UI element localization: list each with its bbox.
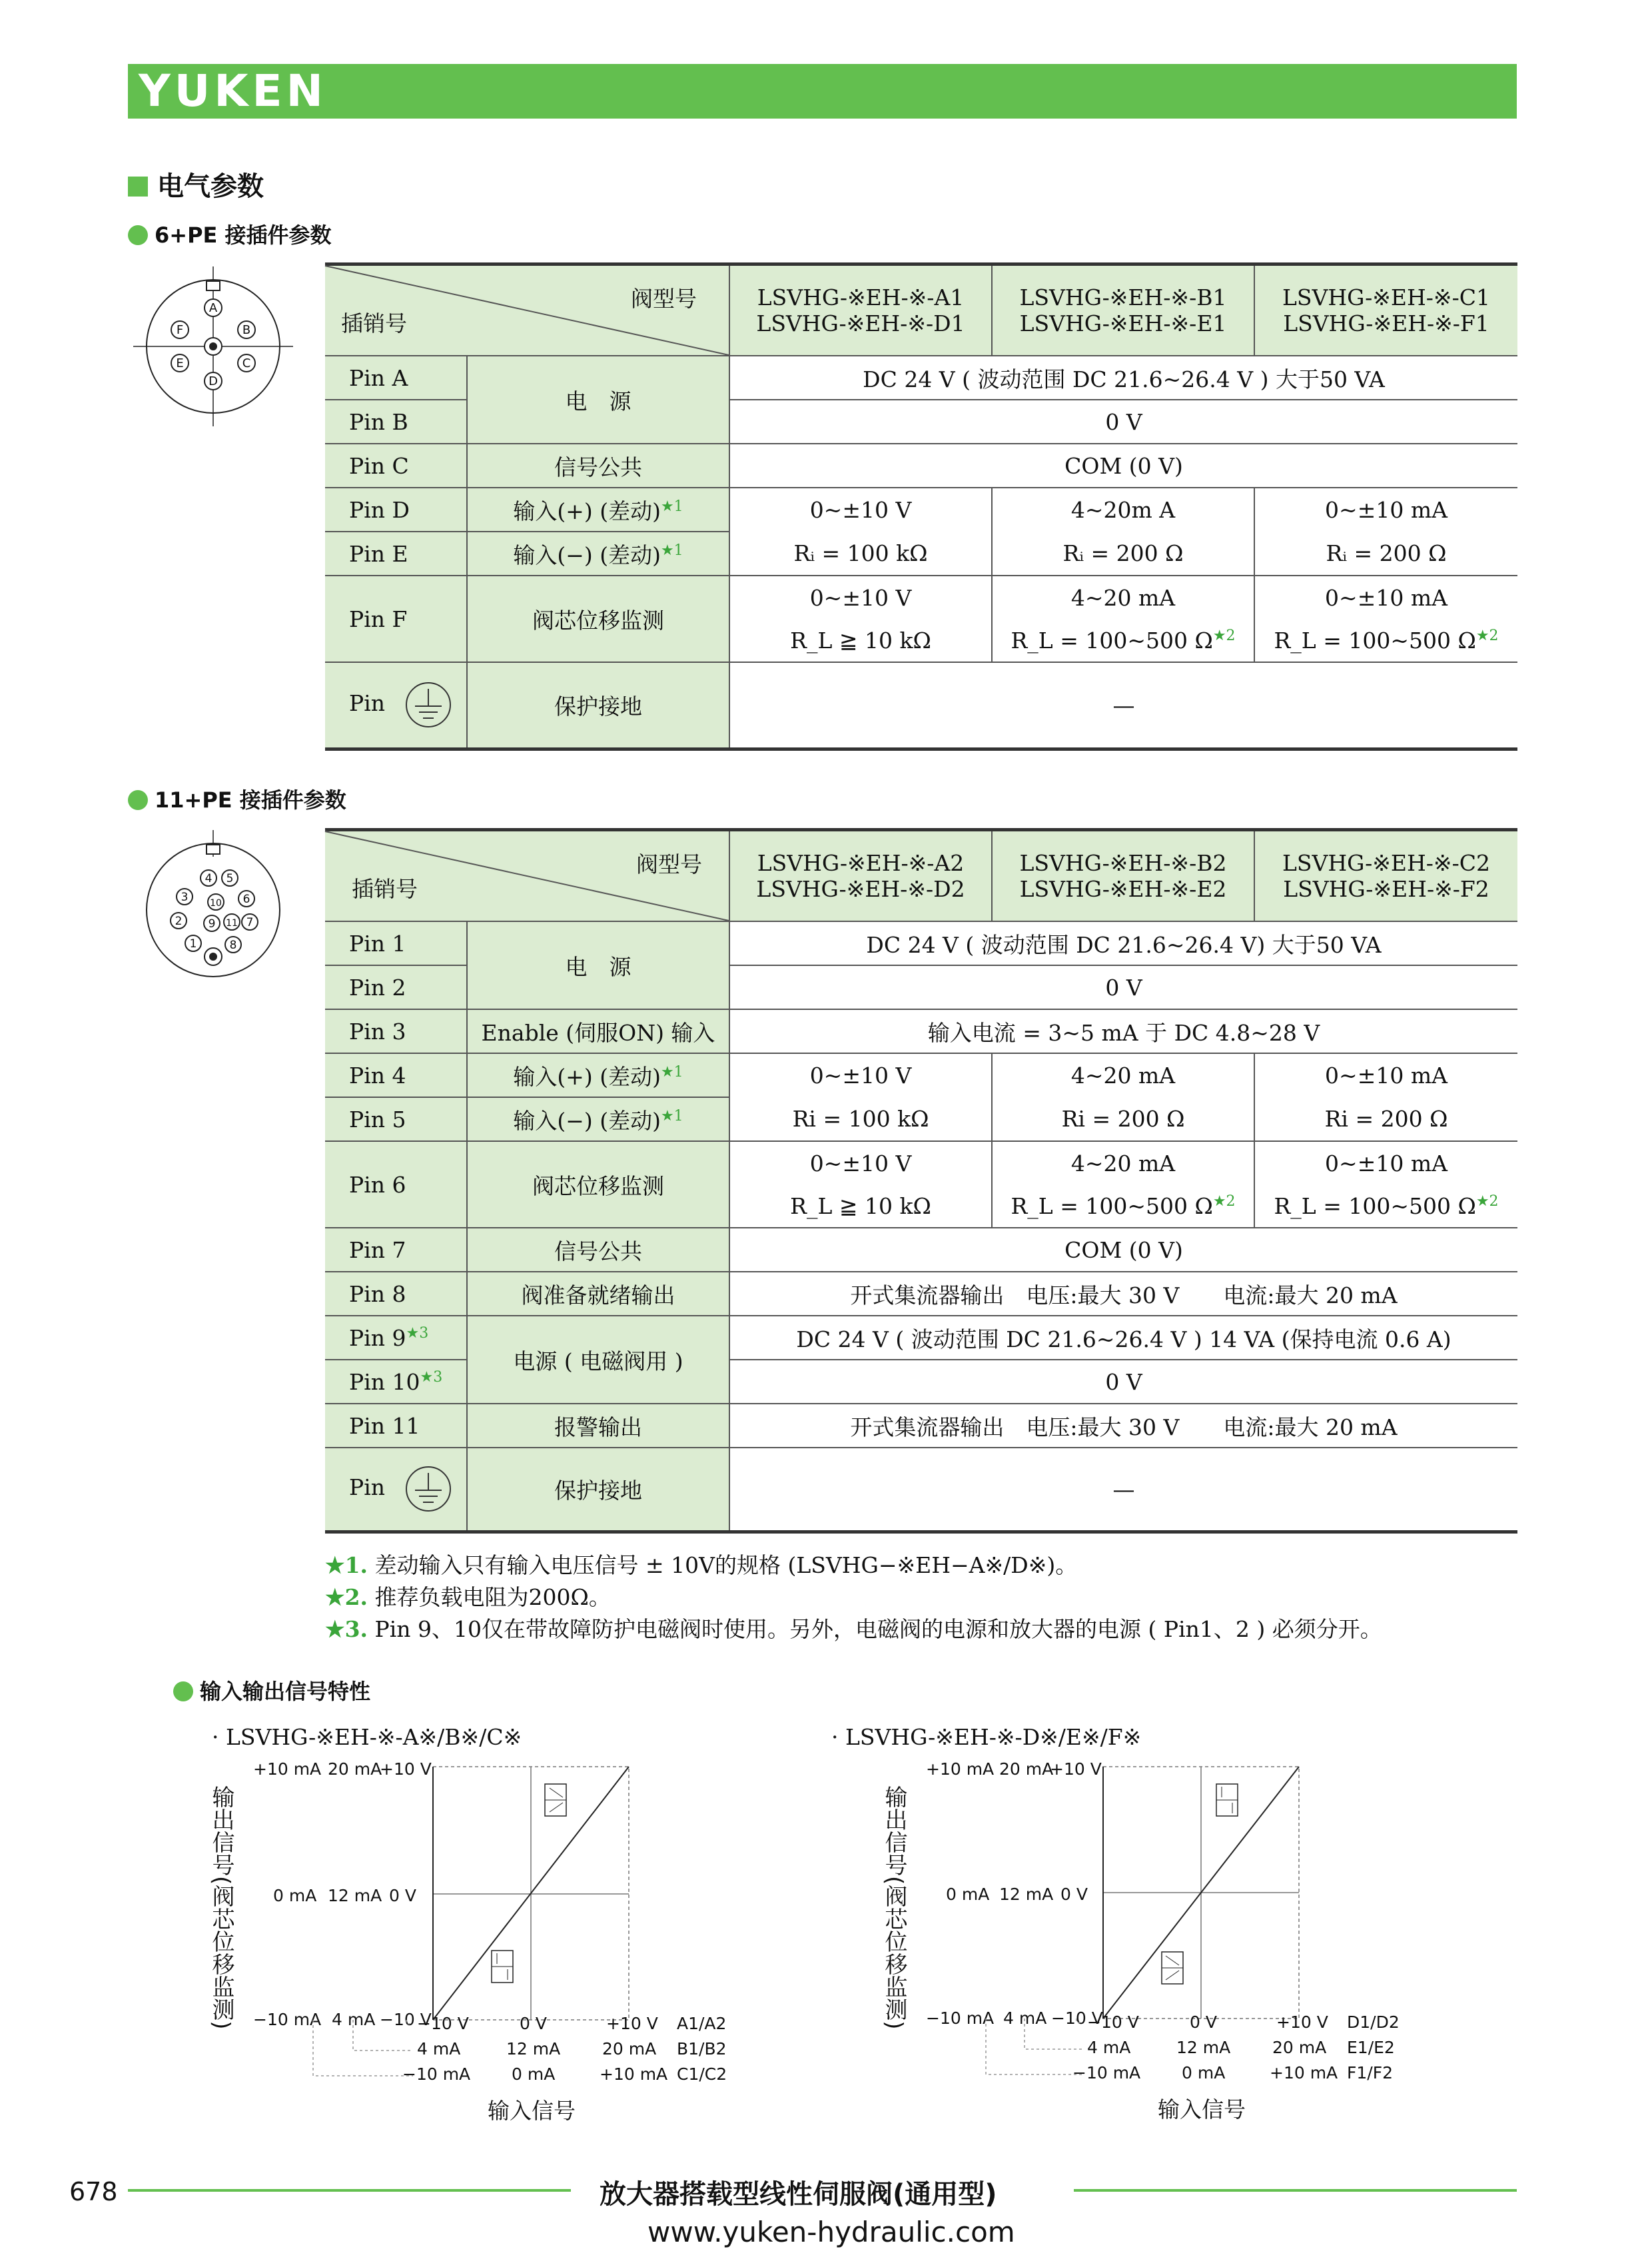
t2-mon-range: 0~±10 mA [1325,1150,1447,1176]
ground-icon [404,681,452,729]
t1-pin: Pin A [325,356,467,400]
y-mid-label: 0 mA [946,1885,990,1904]
model-label: C1/C2 [677,2064,727,2084]
t2-com: COM (0 V) [729,1228,1517,1272]
conn2-pin-3: 3 [181,891,189,904]
t2-ready-value: 开式集流器输出 电压:最大 30 V 电流:最大 20 mA [729,1272,1517,1316]
t1-header-pin: 插销号 [341,310,407,336]
conn1-pin-E: E [176,356,184,370]
note-3: ★3. Pin 9、10仅在带故障防护电磁阀时使用。另外，电磁阀的电源和放大器的电源 ( Pin1、2 ) 必须分开。 [325,1616,1382,1642]
x-row3-label: +10 mA [600,2064,668,2084]
model-label: F1/F2 [1347,2063,1393,2082]
x-row2-label: 20 mA [1272,2038,1327,2057]
y-top-label: 20 mA [999,1759,1054,1779]
conn2-pin-2: 2 [175,915,183,928]
x-row3-label: 0 mA [1182,2063,1226,2082]
note-2: ★2. 推荐负载电阻为200Ω。 [325,1584,611,1610]
y-top-label: 20 mA [328,1759,382,1779]
t2-pin: Pin 6 [325,1141,467,1228]
t2-pin: Pin 2 [325,965,467,1009]
t1-mon-range: 0~±10 V [729,576,992,619]
y-mid-label: 0 V [1060,1885,1088,1904]
t2-model-col1: LSVHG-※EH-※-A2 LSVHG-※EH-※-D2 [729,830,992,922]
t1-mon-r: R_L ≧ 10 kΩ [729,619,992,662]
t2-func-sol-power: 电源 ( 电磁阀用 ) [467,1316,729,1404]
table1-title: 6+PE 接插件参数 [128,219,332,249]
y-bot-label: 4 mA [1003,2009,1047,2028]
t2-mon-r: R_L = 100~500 $\Omega^{★2}$ [1254,1184,1517,1228]
y-bot-label: 4 mA [332,2010,376,2029]
chart-left [208,1759,759,2132]
y-top-label: +10 mA [253,1759,322,1779]
t2-enable-value: 输入电流 = 3~5 mA 于 DC 4.8~28 V [729,1009,1517,1053]
t2-func-ground: 保护接地 [467,1448,729,1532]
t2-alarm-value: 开式集流器输出 电压:最大 30 V 电流:最大 20 mA [729,1404,1517,1448]
t1-func-ground: 保护接地 [467,662,729,749]
chart-right-title: · LSVHG-※EH-※-D※/E※/F※ [831,1724,1142,1750]
t1-zero-v: 0 V [729,400,1517,444]
t2-pin: Pin 4 [325,1053,467,1097]
t2-pin: Pin 3 [325,1009,467,1053]
t2-power-value: DC 24 V ( 波动范围 DC 21.6~26.4 V) 大于50 VA [729,921,1517,965]
y-mid-label: 0 mA [273,1886,317,1905]
model-label: A1/A2 [677,2014,727,2033]
footer-url[interactable]: www.yuken-hydraulic.com [647,2216,1015,2248]
t2-func-in-plus: 输入(+) (差动)$^{★1}$ [467,1053,729,1097]
t1-func-monitor: 阀芯位移监测 [467,576,729,662]
t1-in-range: 0~±10 V [729,488,992,532]
conn2-pin-5: 5 [226,872,234,885]
y-bot-label: −10 V [380,2010,432,2029]
t2-zero-v: 0 V [729,965,1517,1009]
t2-pin: Pin 8 [325,1272,467,1316]
t1-model-col3: LSVHG-※EH-※-C1 LSVHG-※EH-※-F1 [1254,264,1517,356]
t1-pin: Pin C [325,444,467,488]
y-bot-label: −10 V [1051,2009,1103,2028]
t1-pin: Pin D [325,488,467,532]
x-row3-label: 0 mA [512,2064,556,2084]
t1-pin: Pin E [325,532,467,576]
y-mid-label: 0 V [389,1886,416,1905]
t1-model-col1: LSVHG-※EH-※-A1 LSVHG-※EH-※-D1 [729,264,992,356]
connector-11pe-diagram [133,830,293,990]
conn2-pin-9: 9 [208,917,216,931]
y-axis-label-vert: 输出信号(阀芯位移监测) [881,1785,907,2030]
y-axis-label-vert: 输出信号(阀芯位移监测) [208,1785,234,2030]
t2-dash: — [729,1448,1517,1532]
table2-title: 11+PE 接插件参数 [128,783,346,814]
conn1-pin-B: B [242,323,251,337]
t1-model-col2: LSVHG-※EH-※-B1 LSVHG-※EH-※-E1 [992,264,1254,356]
conn2-pin-4: 4 [205,872,212,885]
page-number: 678 [69,2177,118,2206]
y-top-label: +10 V [1050,1759,1102,1779]
model-label: B1/B2 [677,2039,727,2058]
table-6pe [325,262,1517,751]
t2-func-enable: Enable (伺服ON) 输入 [467,1009,729,1053]
y-bot-label: −10 mA [253,2010,322,2029]
t2-header-corner [325,830,729,922]
t2-pin-ground: Pin [325,1448,467,1532]
t2-pin: Pin 5 [325,1097,467,1141]
y-mid-label: 12 mA [999,1885,1054,1904]
circle-bullet-icon [128,790,148,810]
t1-func-in-plus: 输入(+) (差动)$^{★1}$ [467,488,729,532]
conn2-pin-11: 11 [226,918,238,929]
t2-in-r: Ri = 200 Ω [992,1097,1254,1141]
chart-right [881,1759,1432,2132]
conn2-pin-10: 10 [210,898,222,909]
t1-pin-ground: Pin [325,662,467,749]
t2-pin: Pin 7 [325,1228,467,1272]
conn2-pin-7: 7 [246,916,254,929]
y-mid-label: 12 mA [328,1886,382,1905]
t1-mon-range: 0~±10 mA [1325,584,1447,611]
t1-header-corner [325,264,729,356]
io-title: 输入输出信号特性 [173,1675,370,1705]
t1-com: COM (0 V) [729,444,1517,488]
chart-left-title: · LSVHG-※EH-※-A※/B※/C※ [212,1724,522,1750]
t2-model-col3: LSVHG-※EH-※-C2 LSVHG-※EH-※-F2 [1254,830,1517,922]
circle-bullet-icon [128,225,148,245]
conn1-pin-D: D [208,374,218,388]
t1-pin: Pin B [325,400,467,444]
x-row1-label: 0 V [520,2014,547,2033]
conn2-pin-6: 6 [242,893,250,906]
x-row1-label: +10 V [606,2014,658,2033]
note-1: ★1. 差动输入只有输入电压信号 ± 10V的规格 (LSVHG−※EH−A※/D※)。 [325,1552,1078,1578]
x-axis-label: 输入信号 [1158,2096,1246,2122]
notes [325,1550,1382,1645]
t2-func-ready: 阀准备就绪输出 [467,1272,729,1316]
conn2-pin-8: 8 [229,939,237,952]
t2-header-pin: 插销号 [352,876,418,902]
t1-pin: Pin F [325,576,467,662]
y-top-label: +10 V [380,1759,432,1779]
t2-in-r: Ri = 100 kΩ [729,1097,992,1141]
t1-func-common: 信号公共 [467,444,729,488]
x-row2-label: 20 mA [602,2039,657,2058]
t1-mon-r: R_L = 100~500 $\Omega^{★2}$ [992,619,1254,662]
t1-in-r: Rᵢ = 100 kΩ [729,532,992,576]
t1-func-power: 电 源 [467,356,729,444]
t2-pin-9: Pin $9^{★3}$ [325,1316,467,1360]
footer-rule-right [1074,2189,1517,2192]
t1-mon-r: R_L = 100~500 $\Omega^{★2}$ [1254,619,1517,662]
t2-func-common: 信号公共 [467,1228,729,1272]
header-bar [128,64,1517,119]
x-row1-label: +10 V [1276,2013,1328,2032]
t1-in-r: Rᵢ = 200 Ω [992,532,1254,576]
t2-mon-range: 0~±10 V [729,1141,992,1184]
conn1-pin-F: F [176,323,184,337]
t2-pin-10: Pin $10^{★3}$ [325,1360,467,1404]
t2-sol-zero: 0 V [729,1360,1517,1404]
t1-mon-range: 4~20 mA [992,576,1254,619]
conn1-pin-A: A [208,301,218,315]
ground-icon [404,1465,452,1513]
model-label: D1/D2 [1347,2013,1400,2032]
x-row1-label: −10 V [1087,2013,1139,2032]
t2-model-col2: LSVHG-※EH-※-B2 LSVHG-※EH-※-E2 [992,830,1254,922]
t2-pin: Pin 1 [325,921,467,965]
square-bullet-icon [128,177,148,197]
y-top-label: +10 mA [926,1759,995,1779]
t2-func-monitor: 阀芯位移监测 [467,1141,729,1228]
t2-in-range: 0~±10 V [729,1053,992,1097]
x-row3-label: −10 mA [402,2064,471,2084]
x-row2-label: 12 mA [1176,2038,1231,2057]
t1-func-in-minus: 输入(−) (差动)$^{★1}$ [467,532,729,576]
circle-bullet-icon [173,1681,193,1701]
x-row2-label: 12 mA [506,2039,561,2058]
t2-mon-r: R_L = 100~500 $\Omega^{★2}$ [992,1184,1254,1228]
x-axis-label: 输入信号 [488,2098,576,2124]
x-row2-label: 4 mA [417,2039,461,2058]
x-row3-label: −10 mA [1072,2063,1141,2082]
brand-logo: YUKEN [139,65,327,117]
t2-in-range: 0~±10 mA [1325,1063,1447,1089]
t1-dash: — [729,662,1517,749]
t2-mon-range: 4~20 mA [992,1141,1254,1184]
conn1-pin-C: C [242,356,251,370]
t1-header-model: 阀型号 [631,286,697,312]
t2-in-range: 4~20 mA [992,1053,1254,1097]
table-11pe [325,828,1517,1534]
t2-func-alarm: 报警输出 [467,1404,729,1448]
t1-in-range: 4~20m A [992,488,1254,532]
t2-sol-value: DC 24 V ( 波动范围 DC 21.6~26.4 V ) 14 VA (保持电流 0.6 A) [729,1316,1517,1360]
conn2-pin-1: 1 [189,937,197,951]
footer-title: 放大器搭载型线性伺服阀(通用型) [600,2179,997,2210]
x-row2-label: 4 mA [1087,2038,1131,2057]
t2-in-r: Ri = 200 Ω [1254,1097,1517,1141]
t2-func-power: 电 源 [467,921,729,1009]
section-title: 电气参数 [128,165,264,203]
model-label: E1/E2 [1347,2038,1395,2057]
y-bot-label: −10 mA [926,2009,995,2028]
x-row1-label: 0 V [1190,2013,1217,2032]
t2-mon-r: R_L ≧ 10 kΩ [729,1184,992,1228]
x-row3-label: +10 mA [1270,2063,1338,2082]
t2-header-model: 阀型号 [636,851,702,877]
t2-pin: Pin 11 [325,1404,467,1448]
x-row1-label: −10 V [417,2014,469,2033]
connector-6pe-diagram [133,266,293,426]
t1-power-value: DC 24 V ( 波动范围 DC 21.6~26.4 V ) 大于50 VA [729,356,1517,400]
footer-rule-left [128,2189,571,2192]
t1-in-range: 0~±10 mA [1325,497,1447,523]
t1-in-r: Rᵢ = 200 Ω [1254,532,1517,576]
t2-func-in-minus: 输入(−) (差动)$^{★1}$ [467,1097,729,1141]
